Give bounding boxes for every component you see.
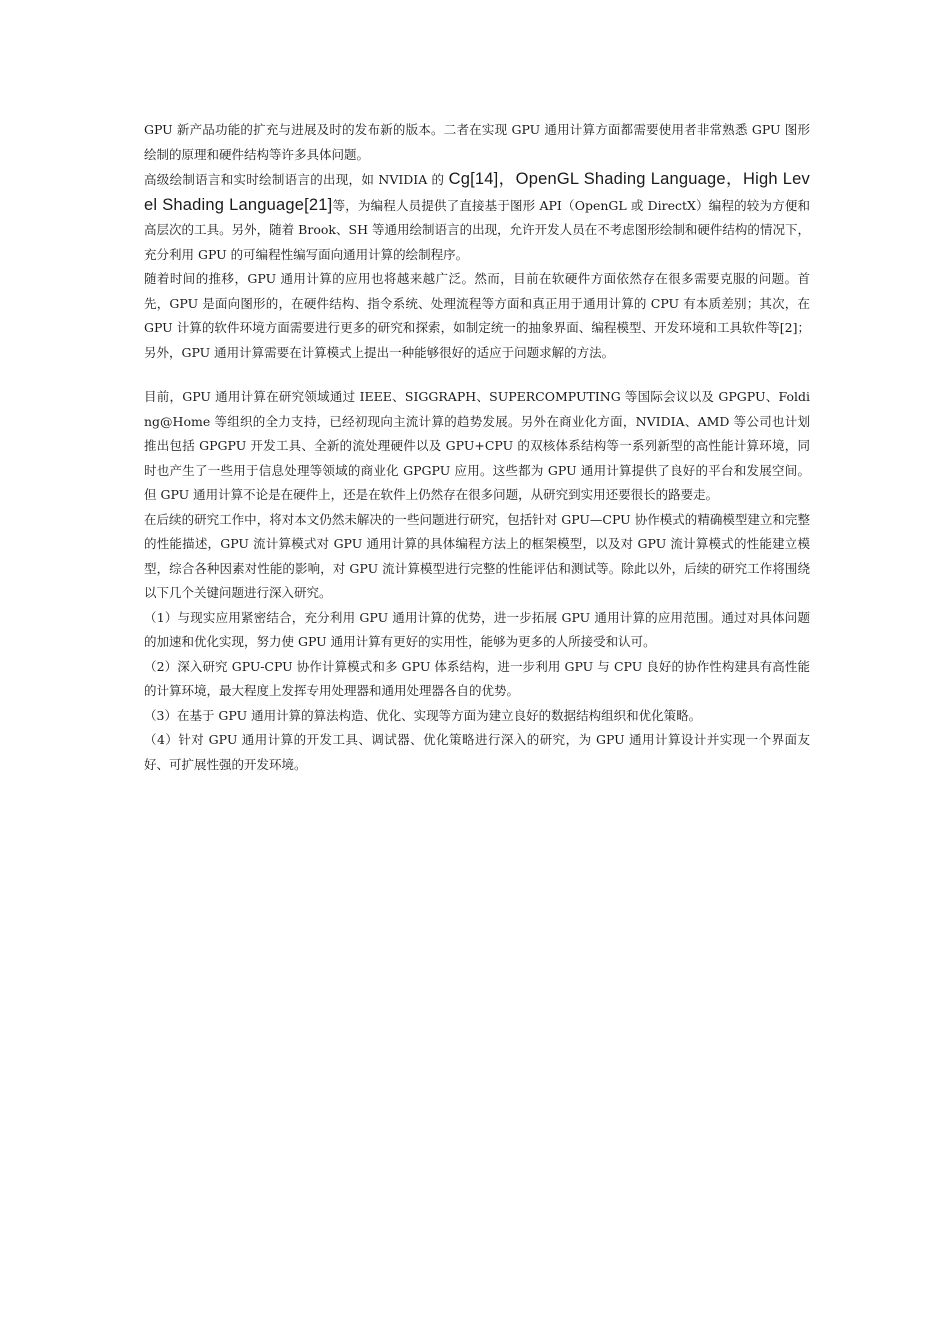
shading-languages-list: Cg[14]，OpenGL Shading Language，High Level Shading Language[21]: [144, 170, 811, 214]
paragraph-current-status: 目前，GPU 通用计算在研究领域通过 IEEE、SIGGRAPH、SUPERCOMPUTING 等国际会议以及 GPGPU、Folding@Home 等组织的全力支持，已经初现向主流计算的趋势发展。另外在商业化方面，NVIDIA、AMD 等公司也计划推出包括 GPGPU 开发工具、全新的流处理硬件以及 GPU+CPU 的双核体系结构等一系列新型的高性能计算环境，同时也产生了一些用于信息处理等领域的商业化 GPGPU 应用。这些都为 GPU 通用计算提供了良好的平台和发展空间。但 GPU 通用计算不论是在硬件上，还是在软件上仍然存在很多问题，从研究到实用还要很长的路要走。: [144, 389, 810, 502]
paragraph-shading-languages: [144, 167, 810, 267]
paragraph-future-work: 在后续的研究工作中，将对本文仍然未解决的一些问题进行研究，包括针对 GPU—CPU 协作模式的精确模型建立和完整的性能描述，GPU 流计算模式对 GPU 通用计算的具体编程方法上的框架模型，以及对 GPU 流计算模式的性能建立模型，综合各种因素对性能的影响，对 GPU 流计算模型进行完整的性能评估和测试等。除此以外，后续的研究工作将围绕以下几个关键问题进行深入研究。: [144, 511, 810, 600]
list-item-2: （2）深入研究 GPU-CPU 协作计算模式和多 GPU 体系结构，进一步利用 GPU 与 CPU 良好的协作性构建具有高性能的计算环境，最大程度上发挥专用处理器和通用处理器各自的优势。: [144, 658, 810, 698]
list-item-3: （3）在基于 GPU 通用计算的算法构造、优化、实现等方面为建立良好的数据结构组织和优化策略。: [144, 707, 702, 723]
shading-languages-lead-text: 高级绘制语言和实时绘制语言的出现，如 NVIDIA 的: [144, 172, 449, 187]
list-item-4: （4）针对 GPU 通用计算的开发工具、调试器、优化策略进行深入的研究，为 GPU 通用计算设计并实现一个界面友好、可扩展性强的开发环境。: [144, 732, 810, 772]
paragraph-remaining-problems: 随着时间的推移，GPU 通用计算的应用也将越来越广泛。然而，目前在软硬件方面依然存在很多需要克服的问题。首先，GPU 是面向图形的，在硬件结构、指令系统、处理流程等方面和真正用于通用计算的 CPU 有本质差别；其次，在 GPU 计算的软件环境方面需要进行更多的研究和探索，如制定统一的抽象界面、编程模型、开发环境和工具软件等[2]；另外，GPU 通用计算需要在计算模式上提出一种能够很好的适应于问题求解的方法。: [144, 271, 810, 360]
paragraph-spacer: [144, 365, 810, 385]
shading-languages-tail-text: 等，为编程人员提供了直接基于图形 API（OpenGL 或 DirectX）编程的较为方便和高层次的工具。另外，随着 Brook、SH 等通用绘制语言的出现，允许开发人员在不考虑图形绘制和硬件结构的情况下，充分利用 GPU 的可编程性编写面向通用计算的绘制程序。: [144, 197, 810, 262]
paragraph-gpu-new-products: GPU 新产品功能的扩充与进展及时的发布新的版本。二者在实现 GPU 通用计算方面都需要使用者非常熟悉 GPU 图形绘制的原理和硬件结构等许多具体问题。: [144, 122, 810, 162]
document-page: [144, 118, 810, 777]
list-item-1: （1）与现实应用紧密结合，充分利用 GPU 通用计算的优势，进一步拓展 GPU 通用计算的应用范围。通过对具体问题的加速和优化实现，努力使 GPU 通用计算有更好的实用性，能够为更多的人所接受和认可。: [144, 609, 810, 649]
